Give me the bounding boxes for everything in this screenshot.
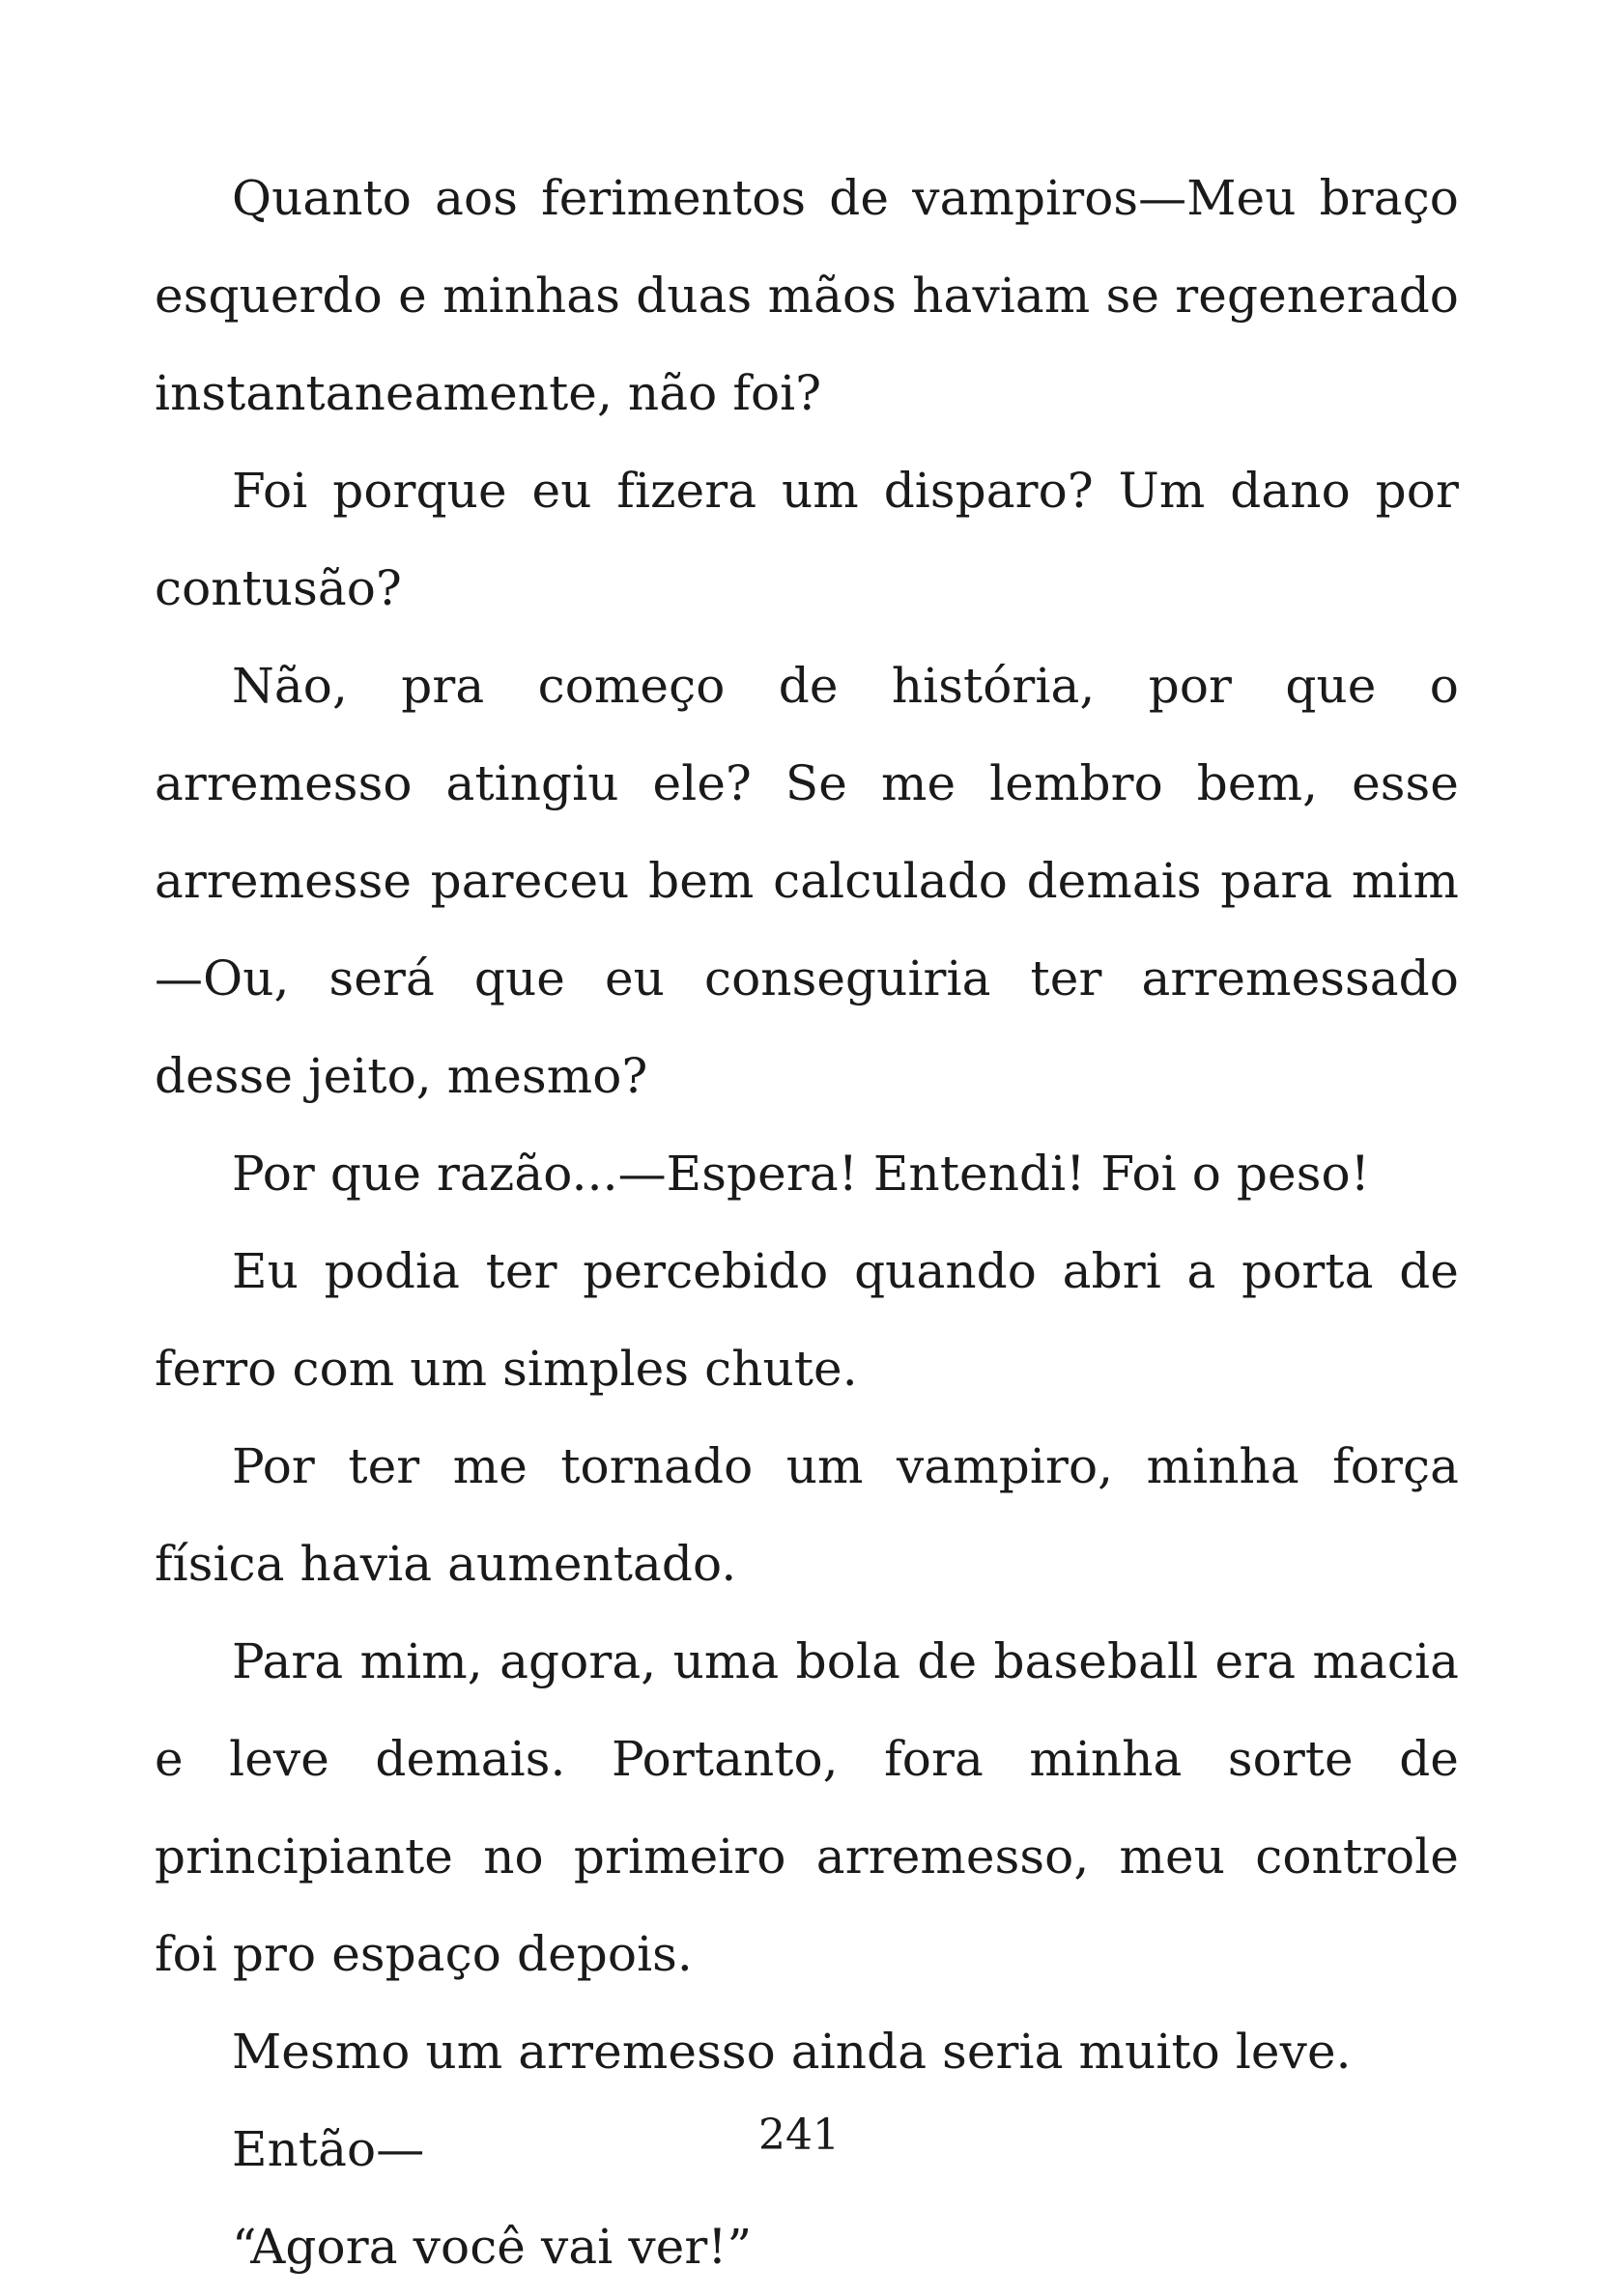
paragraph: Para mim, agora, uma bola de baseball era macia e leve demais. Portanto, fora minha sorte de principiante no primeiro arremesso, meu controle foi pro espaço depois. <box>155 1633 1459 1982</box>
paragraph: Não, pra começo de história, por que o arremesso atingiu ele? Se me lembro bem, esse arremesse pareceu bem calculado demais para mim—Ou, será que eu conseguiria ter arremessado desse jeito, mesmo? <box>155 658 1459 1104</box>
paragraph: Então— <box>232 2121 425 2177</box>
paragraph: Eu podia ter percebido quando abri a porta de ferro com um simples chute. <box>155 1243 1459 1397</box>
paragraph: Mesmo um arremesso ainda seria muito leve. <box>232 2024 1352 2080</box>
paragraph: Foi porque eu fizera um disparo? Um dano por contusão? <box>155 463 1459 616</box>
paragraph: Por ter me tornado um vampiro, minha força física havia aumentado. <box>155 1438 1459 1592</box>
paragraph: Por que razão...—Espera! Entendi! Foi o peso! <box>232 1146 1370 1202</box>
body-text <box>155 150 1459 2296</box>
paragraph: Quanto aos ferimentos de vampiros—Meu braço esquerdo e minhas duas mãos haviam se regenerado instantaneamente, não foi? <box>155 170 1459 421</box>
page-number: 241 <box>758 2111 840 2160</box>
paragraph: “Agora você vai ver!” <box>232 2219 753 2275</box>
